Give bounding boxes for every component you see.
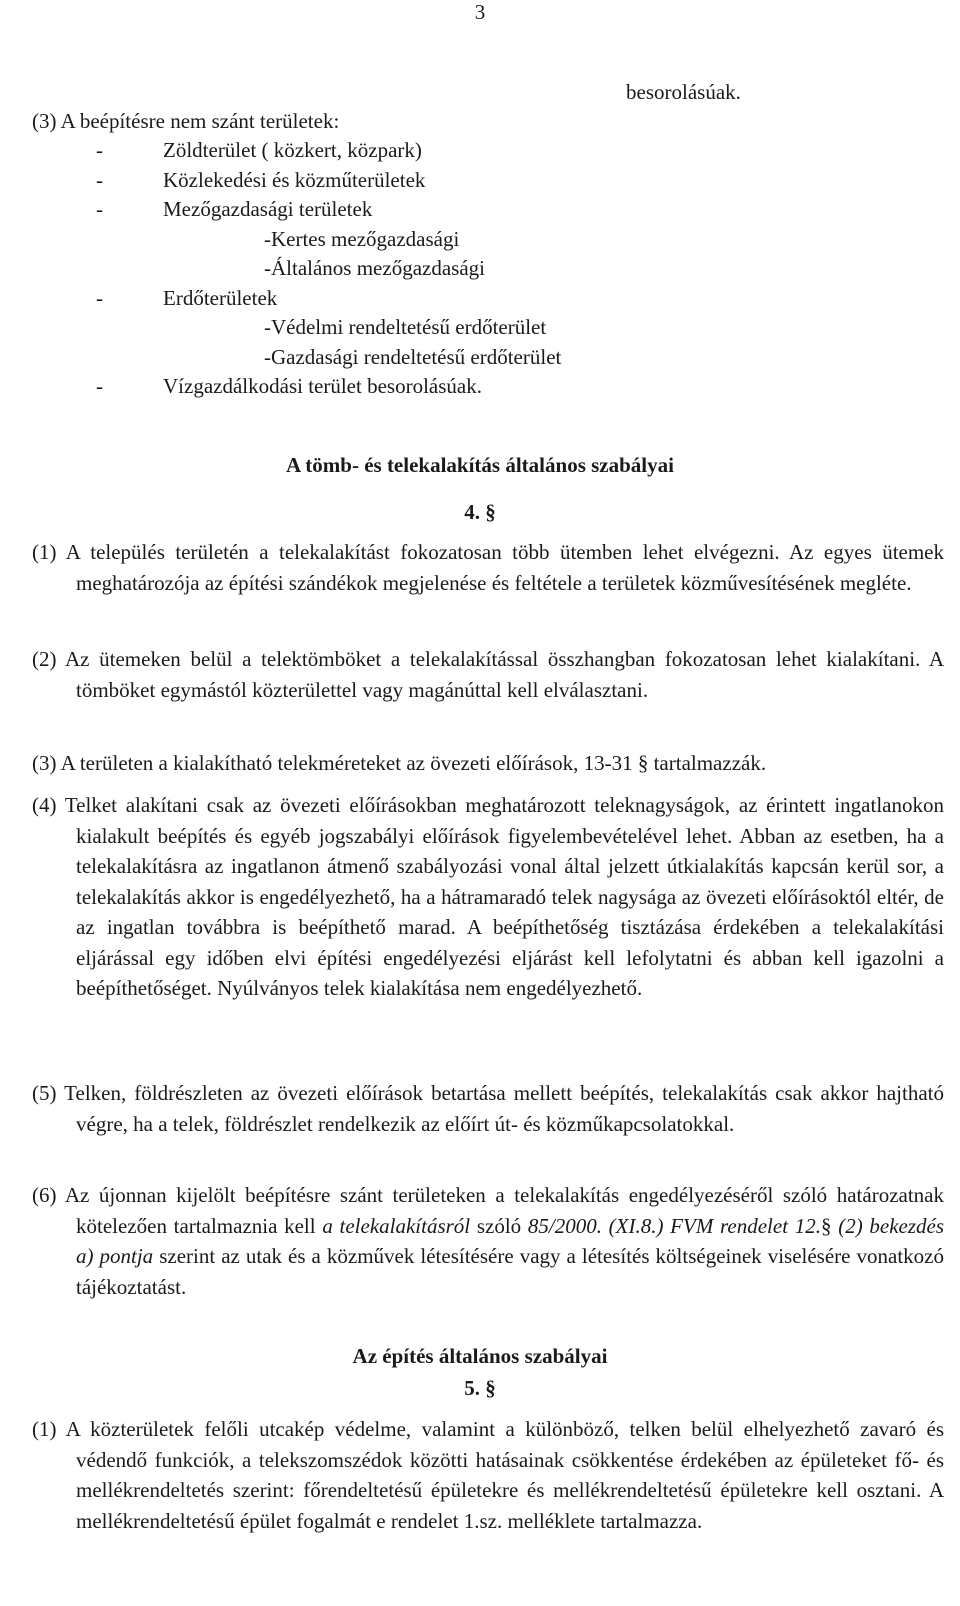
- carry-over-text: besorolásúak.: [626, 80, 741, 104]
- page-number: 3: [474, 0, 486, 24]
- paragraph-4-3: (3) A területen a kialakítható telekméreteket az övezeti előírások, 13-31 § tartalmazzák.: [32, 751, 767, 775]
- section-heading-1: A tömb- és telekalakítás általános szabályai: [286, 453, 674, 477]
- section-heading-2: Az építés általános szabályai: [352, 1344, 608, 1368]
- paragraph-4-1: (1) A település területén a telekalakítást fokozatosan több ütemben lehet elvégezni. Az egyes ütemek meghatározója az építési szándékok megjelenése és feltétele a területek közművesítésének megléte.: [32, 540, 944, 595]
- section3-intro: (3) A beépítésre nem szánt területek:: [32, 109, 340, 133]
- paragraph-4-6: (6) Az újonnan kijelölt beépítésre szánt területeken a telekalakítás engedélyezéséről szóló határozatnak kötelezően tartalmaznia kell a telekalakításról szóló 85/2000. (XI.8.) FVM rendelet 12.§ (2) bekezdés a) pontja szerint az utak és a közművek létesítésére vagy a létesítés költségeinek viselésére vonatkozó tájékoztatást.: [32, 1183, 945, 1299]
- paragraph-4-4: (4) Telket alakítani csak az övezeti előírásokban meghatározott teleknagyságok, az érintett ingatlanokon kialakult beépítés és egyéb jogszabályi előírások figyelembevételével lehet. Abban az esetben, ha a telekalakításra az ingatlanon átmenő szabályozási vonal által jelzett útkialakítás kapcsán kerül sor, a telekalakítás akkor is engedélyezhető, ha a hátramaradó telek nagysága az övezeti előírásoktól eltér, de az ingatlan továbbra is beépíthető marad. A beépíthetőség tisztázása érdekében a telekalakítási eljárással egy időben elvi építési engedélyezési eljárást kell lefolytatni és abban kell igazolni a beépíthetőséget. Nyúlványos telek kialakítása nem engedélyezhető.: [32, 793, 944, 1000]
- section-number-4: 4. §: [464, 500, 496, 524]
- paragraph-4-5: (5) Telken, földrészleten az övezeti előírások betartása mellett beépítés, telekalakítás csak akkor hajtható végre, ha a telek, földrészlet rendelkezik az előírt út- és közműkapcsolatokkal.: [32, 1081, 944, 1136]
- paragraph-5-1: (1) A közterületek felőli utcakép védelme, valamint a különböző, telken belül elhelyezhető zavaró és védendő funkciók, a telekszomszédok közötti hatásainak csökkentése érdekében az épületeket fő- és mellékrendeltetés szerint: főrendeltetésű épületekre és mellékrendeltetésű épületekre kell osztani. A mellékrendeltetésű épület fogalmát e rendelet 1.sz. melléklete tartalmazza.: [32, 1417, 944, 1533]
- paragraph-4-2: (2) Az ütemeken belül a telektömböket a telekalakítással összhangban fokozatosan lehet kialakítani. A tömböket egymástól közterülettel vagy magánúttal kell elválasztani.: [32, 647, 944, 702]
- section-number-5: 5. §: [464, 1376, 496, 1400]
